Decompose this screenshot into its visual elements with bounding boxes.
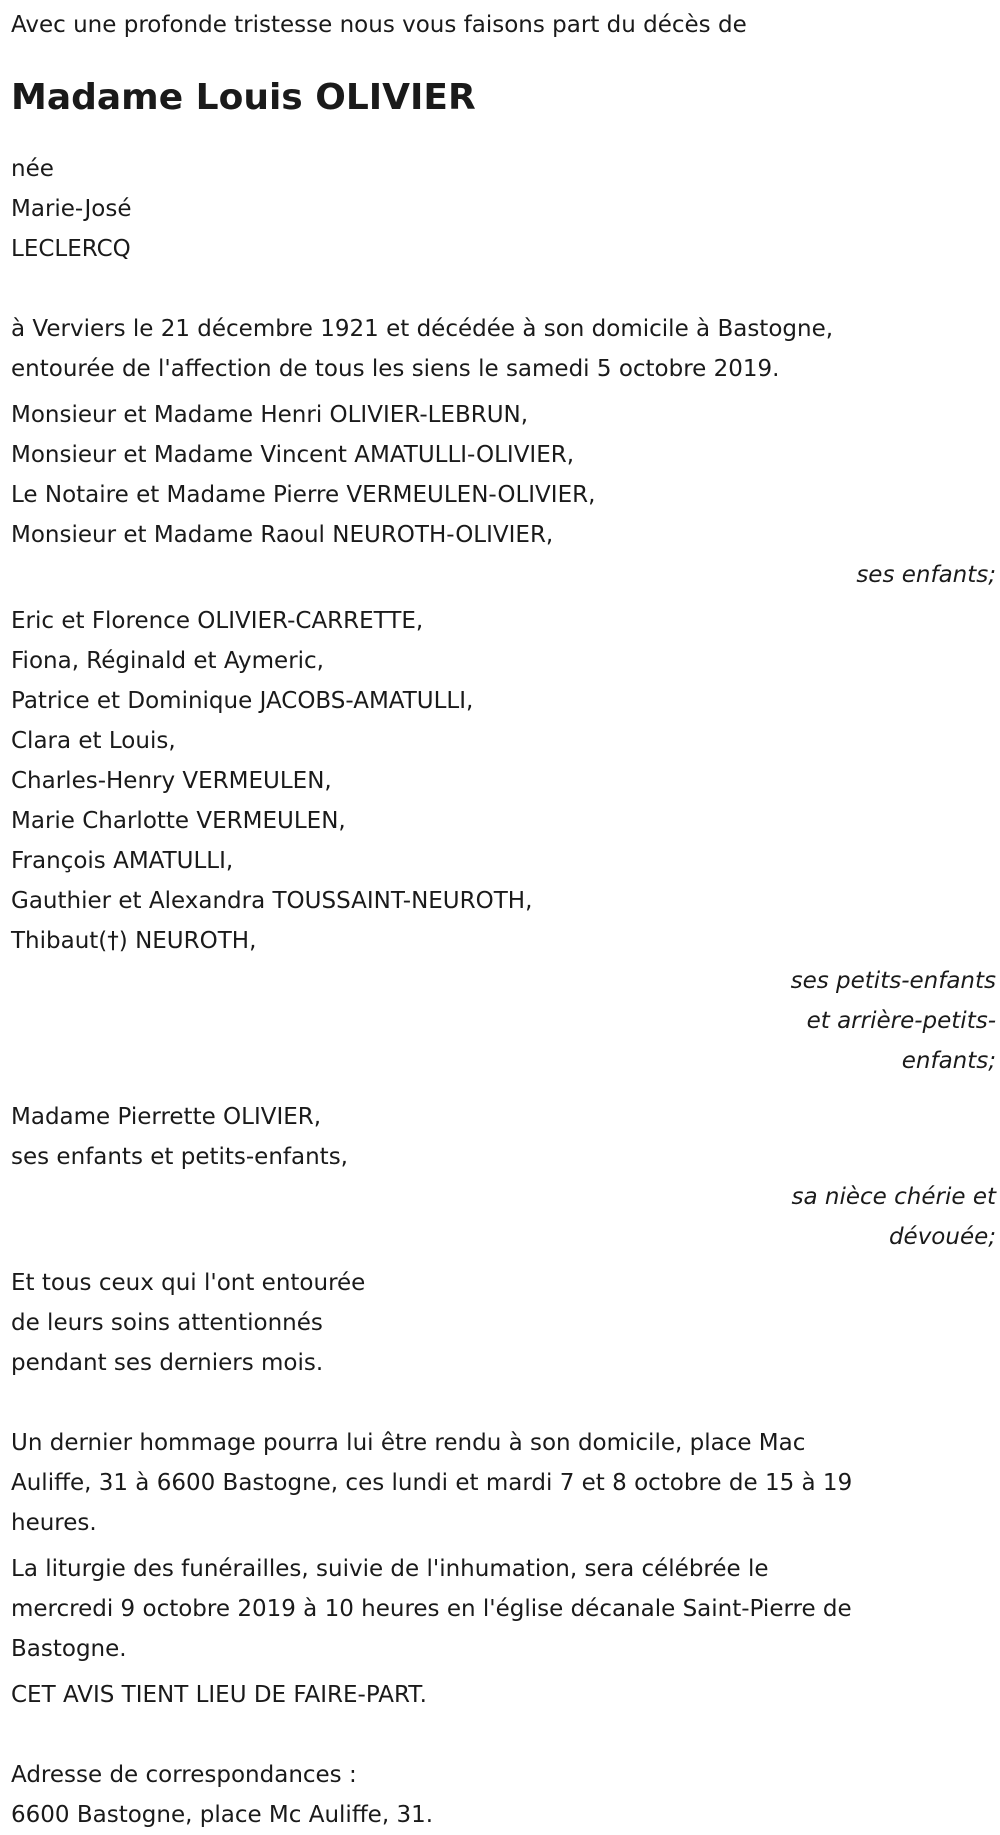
grandchild-entry: Thibaut(†) NEUROTH, — [11, 928, 257, 954]
grandchildren-section — [11, 601, 995, 1081]
tribute-paragraph — [11, 1423, 995, 1543]
caregivers-line: de leurs soins attentionnés — [11, 1310, 323, 1336]
grandchild-entry: Charles-Henry VERMEULEN, — [11, 768, 332, 794]
niece-role-line: sa nièce chérie et — [791, 1184, 996, 1210]
caregivers-line: pendant ses derniers mois. — [11, 1350, 324, 1376]
funeral-line: Bastogne. — [11, 1636, 127, 1662]
niece-entry: Madame Pierrette OLIVIER, — [11, 1104, 322, 1130]
tribute-line: heures. — [11, 1510, 97, 1536]
intro-text: Avec une profonde tristesse nous vous faisons part du décès de — [11, 12, 747, 38]
child-entry: Monsieur et Madame Henri OLIVIER-LEBRUN, — [11, 402, 529, 428]
grandchild-entry: Fiona, Réginald et Aymeric, — [11, 648, 324, 674]
birth-death-line-1: à Verviers le 21 décembre 1921 et décédée à son domicile à Bastogne, — [11, 316, 834, 342]
grandchild-entry: Patrice et Dominique JACOBS-AMATULLI, — [11, 688, 474, 714]
funeral-line: La liturgie des funérailles, suivie de l'inhumation, sera célébrée le — [11, 1556, 769, 1582]
grandchildren-role-line: enfants; — [901, 1048, 996, 1074]
niece-role-line: dévouée; — [888, 1224, 996, 1250]
nee-label: née — [11, 156, 54, 182]
niece-section — [11, 1097, 995, 1257]
children-role: ses enfants; — [856, 562, 996, 588]
grandchild-entry: Gauthier et Alexandra TOUSSAINT-NEUROTH, — [11, 888, 533, 914]
tribute-line: Un dernier hommage pourra lui être rendu à son domicile, place Mac — [11, 1430, 806, 1456]
caregivers-section — [11, 1263, 995, 1383]
grandchildren-role-line: ses petits-enfants — [790, 968, 996, 994]
niece-entry: ses enfants et petits-enfants, — [11, 1144, 348, 1170]
faire-part-notice: CET AVIS TIENT LIEU DE FAIRE-PART. — [11, 1682, 427, 1708]
maiden-first-name: Marie-José — [11, 196, 132, 222]
grandchild-entry: Eric et Florence OLIVIER-CARRETTE, — [11, 608, 424, 634]
child-entry: Monsieur et Madame Vincent AMATULLI-OLIVIER, — [11, 442, 575, 468]
grandchildren-role — [766, 961, 996, 1081]
funeral-line: mercredi 9 octobre 2019 à 10 heures en l'église décanale Saint-Pierre de — [11, 1596, 852, 1622]
funeral-paragraph — [11, 1549, 995, 1669]
birth-death-line-2: entourée de l'affection de tous les siens le samedi 5 octobre 2019. — [11, 356, 780, 382]
child-entry: Le Notaire et Madame Pierre VERMEULEN-OLIVIER, — [11, 482, 596, 508]
tribute-line: Auliffe, 31 à 6600 Bastogne, ces lundi et mardi 7 et 8 octobre de 15 à 19 — [11, 1470, 853, 1496]
caregivers-line: Et tous ceux qui l'ont entourée — [11, 1270, 366, 1296]
deceased-name: Madame Louis OLIVIER — [11, 77, 476, 118]
correspondence-address: 6600 Bastogne, place Mc Auliffe, 31. — [11, 1802, 434, 1828]
niece-role — [766, 1177, 996, 1257]
correspondence-label: Adresse de correspondances : — [11, 1762, 357, 1788]
grandchild-entry: Marie Charlotte VERMEULEN, — [11, 808, 346, 834]
grandchildren-role-line: et arrière-petits- — [806, 1008, 996, 1034]
grandchild-entry: François AMATULLI, — [11, 848, 234, 874]
maiden-last-name: LECLERCQ — [11, 236, 131, 262]
child-entry: Monsieur et Madame Raoul NEUROTH-OLIVIER, — [11, 522, 554, 548]
children-section — [11, 395, 995, 595]
grandchild-entry: Clara et Louis, — [11, 728, 176, 754]
